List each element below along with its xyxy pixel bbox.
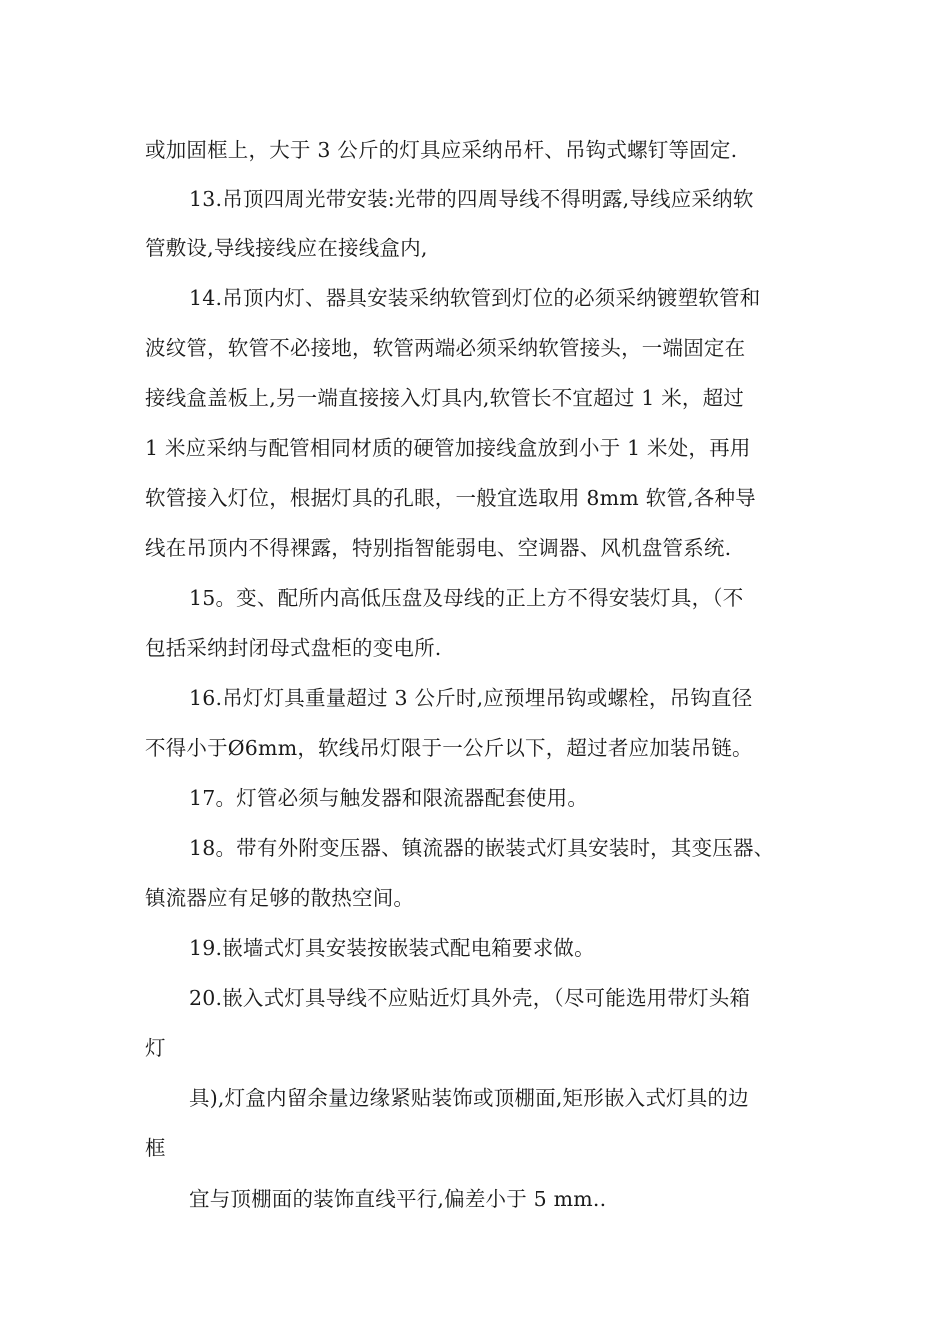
- text-line: 14.吊顶内灯、器具安装采纳软管到灯位的必须采纳镀塑软管和: [189, 286, 761, 310]
- text-line: 15。变、配所内高低压盘及母线的正上方不得安装灯具，（不: [189, 586, 744, 610]
- text-line: 或加固框上，大于 3 公斤的灯具应采纳吊杆、吊钩式螺钉等固定.: [145, 138, 738, 162]
- text-line: 灯: [145, 1036, 166, 1060]
- text-line: 具),灯盒内留余量边缘紧贴装饰或顶棚面,矩形嵌入式灯具的边: [189, 1086, 749, 1110]
- text-line: 13.吊顶四周光带安装:光带的四周导线不得明露,导线应采纳软: [189, 187, 754, 211]
- text-line: 接线盒盖板上,另一端直接接入灯具内,软管长不宜超过 1 米，超过: [145, 386, 745, 410]
- text-line: 镇流器应有足够的散热空间。: [145, 886, 415, 910]
- text-line: 16.吊灯灯具重量超过 3 公斤时,应预埋吊钩或螺栓，吊钩直径: [189, 686, 753, 710]
- text-line: 17。灯管必须与触发器和限流器配套使用。: [189, 786, 589, 810]
- text-line: 软管接入灯位，根据灯具的孔眼，一般宜选取用 8mm 软管,各种导: [145, 486, 756, 510]
- text-line: 20.嵌入式灯具导线不应贴近灯具外壳，（尽可能选用带灯头箱: [189, 986, 751, 1010]
- text-line: 框: [145, 1136, 166, 1160]
- text-line: 管敷设,导线接线应在接线盒内,: [145, 236, 428, 260]
- text-line: 波纹管，软管不必接地，软管两端必须采纳软管接头，一端固定在: [145, 336, 746, 360]
- text-line: 1 米应采纳与配管相同材质的硬管加接线盒放到小于 1 米处，再用: [145, 436, 751, 460]
- text-line: 宜与顶棚面的装饰直线平行,偏差小于 5 mm..: [189, 1187, 607, 1211]
- text-line: 不得小于Ø6mm，软线吊灯限于一公斤以下，超过者应加装吊链。: [145, 736, 753, 760]
- text-line: 19.嵌墙式灯具安装按嵌装式配电箱要求做。: [189, 936, 595, 960]
- text-line: 线在吊顶内不得裸露，特别指智能弱电、空调器、风机盘管系统.: [145, 536, 732, 560]
- text-line: 18。带有外附变压器、镇流器的嵌装式灯具安装时，其变压器、: [189, 836, 775, 860]
- text-line: 包括采纳封闭母式盘柜的变电所.: [145, 636, 442, 660]
